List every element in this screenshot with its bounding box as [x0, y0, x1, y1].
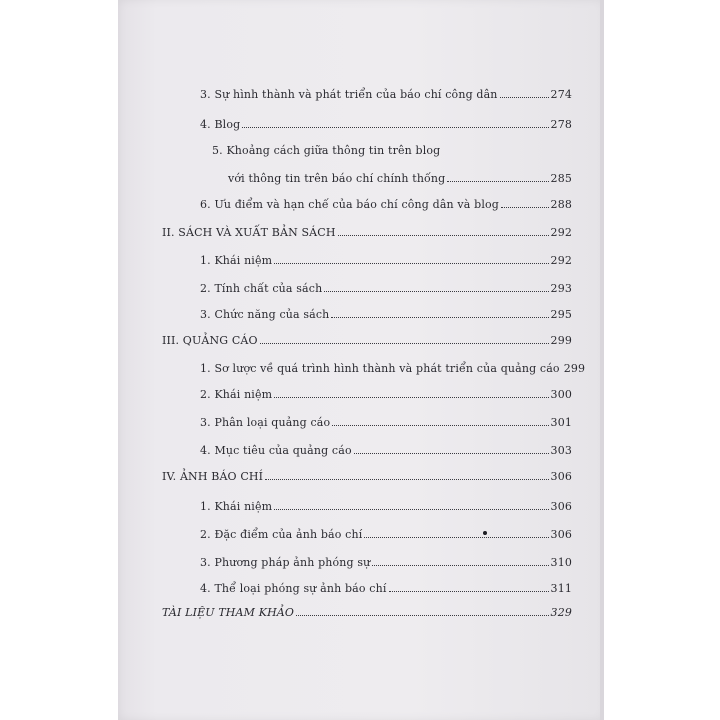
toc-leader: [354, 452, 549, 454]
toc-entry-label: 3. Phân loại quảng cáo: [200, 416, 331, 429]
toc-entry-label: 2. Đặc điểm của ảnh báo chí: [200, 528, 363, 541]
toc-entry: [200, 550, 572, 568]
toc-leader: [447, 180, 548, 182]
toc-leader: [501, 206, 549, 208]
toc-entry-label: 5. Khoảng cách giữa thông tin trên blog: [212, 144, 441, 157]
toc-entry: [200, 302, 572, 320]
toc-entry-page: 288: [550, 198, 572, 211]
ink-speck: [483, 531, 487, 535]
toc-entry-label: 2. Khái niệm: [200, 388, 273, 401]
toc-entry-page: 329: [550, 606, 572, 619]
toc-entry-page: 292: [550, 254, 572, 267]
toc-entry: [200, 248, 572, 266]
toc-entry-page: 306: [550, 528, 572, 541]
toc-entry-page: 285: [550, 172, 572, 185]
toc-entry-page: 300: [550, 388, 572, 401]
toc-leader: [364, 536, 548, 538]
toc-entry-label: 3. Chức năng của sách: [200, 308, 330, 321]
toc-entry: [200, 438, 572, 456]
toc-entry-label: 6. Ưu điểm và hạn chế của báo chí công dân và blog: [200, 198, 499, 211]
toc-leader: [274, 508, 548, 510]
toc-section-label: III. QUẢNG CÁO: [162, 334, 258, 347]
toc-entry-label: 4. Thể loại phóng sự ảnh báo chí: [200, 582, 387, 595]
toc-entry-label: 1. Sơ lược về quá trình hình thành và phát triển của quảng cáo: [200, 362, 560, 375]
toc-entry-page: 274: [550, 88, 572, 101]
toc-leader: [389, 590, 549, 592]
toc-leader: [500, 96, 549, 98]
toc-entry: [200, 494, 572, 512]
toc-entry-label: 3. Sự hình thành và phát triển của báo chí công dân: [200, 88, 498, 101]
toc-entry-label: với thông tin trên báo chí chính thống: [228, 172, 446, 185]
toc-entry-label: 1. Khái niệm: [200, 500, 273, 513]
toc-entry-page: 299: [550, 334, 572, 347]
toc-entry-label: 3. Phương pháp ảnh phóng sự: [200, 556, 371, 569]
toc-section: [162, 328, 572, 346]
toc-entry-page: 306: [550, 470, 572, 483]
toc-section: [162, 464, 572, 482]
toc-entry-page: 306: [550, 500, 572, 513]
toc-leader: [331, 316, 548, 318]
toc-entry: [200, 112, 572, 130]
toc-section: [162, 220, 572, 238]
toc-leader: [274, 262, 548, 264]
toc-leader: [265, 478, 548, 480]
toc-section-label: II. SÁCH VÀ XUẤT BẢN SÁCH: [162, 226, 336, 239]
toc-entry-label: 1. Khái niệm: [200, 254, 273, 267]
toc-entry: [228, 166, 572, 184]
toc-entry-page: 295: [550, 308, 572, 321]
toc-entry-page: 310: [550, 556, 572, 569]
toc-entry-page: 293: [550, 282, 572, 295]
toc-entry-page: 278: [550, 118, 572, 131]
toc-entry-label: 4. Mục tiêu của quảng cáo: [200, 444, 352, 457]
toc-entry: [200, 576, 572, 594]
page-edge: [600, 0, 604, 720]
toc-entry: [212, 138, 512, 156]
table-of-contents: [160, 0, 586, 720]
toc-entry: [200, 192, 572, 210]
toc-entry-page: 303: [550, 444, 572, 457]
toc-section-label: IV. ẢNH BÁO CHÍ: [162, 470, 264, 483]
toc-leader: [260, 342, 549, 344]
toc-leader: [274, 396, 548, 398]
toc-references-label: TÀI LIỆU THAM KHẢO: [162, 606, 295, 619]
toc-entry: [200, 276, 572, 294]
toc-leader: [332, 424, 548, 426]
toc-leader: [324, 290, 548, 292]
toc-entry-label: 4. Blog: [200, 118, 241, 131]
toc-entry: [200, 410, 572, 428]
toc-entry: [200, 522, 572, 540]
toc-entry: [200, 382, 572, 400]
toc-references: [162, 600, 572, 618]
toc-entry-label: 2. Tính chất của sách: [200, 282, 323, 295]
toc-entry-page: 292: [550, 226, 572, 239]
toc-entry-page: 299: [563, 362, 586, 375]
toc-leader: [242, 126, 548, 128]
toc-entry-page: 301: [550, 416, 572, 429]
toc-leader: [372, 564, 548, 566]
toc-entry-page: 311: [550, 582, 572, 595]
toc-entry: [200, 356, 586, 375]
toc-leader: [338, 234, 549, 236]
toc-leader: [296, 614, 548, 616]
toc-entry: [200, 82, 572, 100]
